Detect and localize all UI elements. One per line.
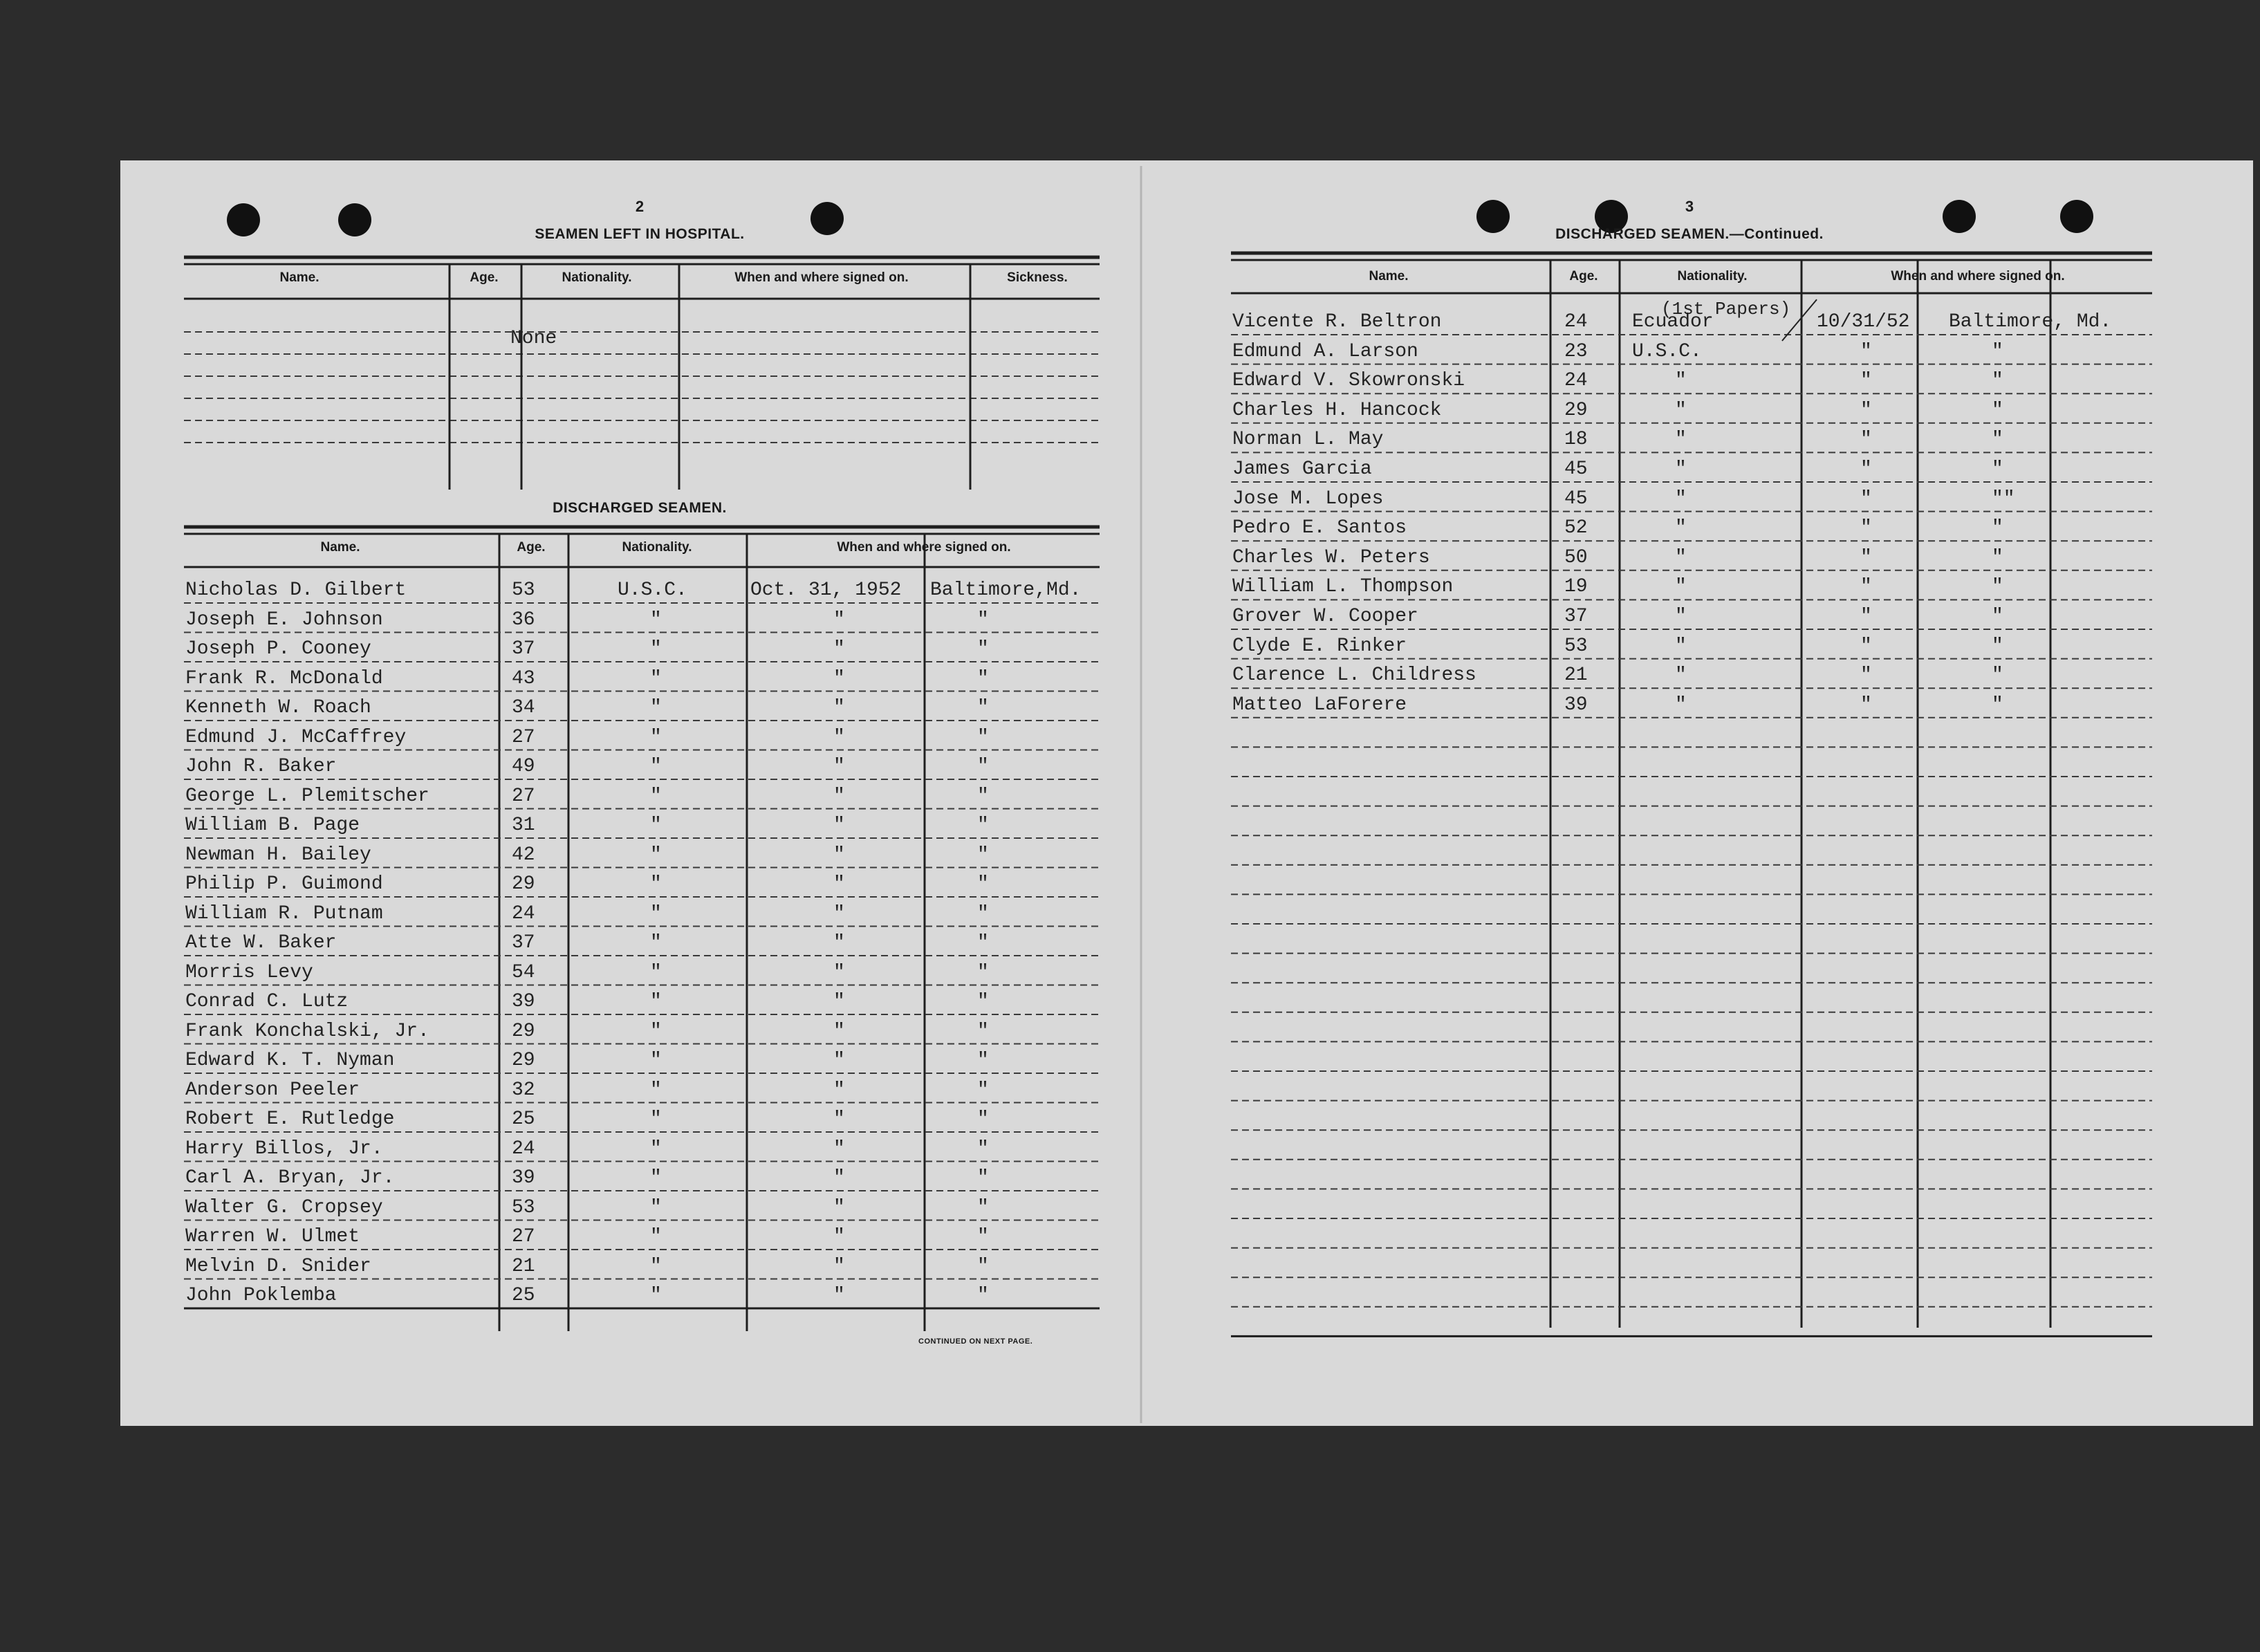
seaman-name: George L. Plemitscher xyxy=(185,785,429,807)
signed-on-place: " xyxy=(977,1138,989,1160)
column-header-nationality: Nationality. xyxy=(1677,269,1748,284)
seaman-age: 19 xyxy=(1564,576,1588,598)
seaman-age: 36 xyxy=(512,609,535,631)
signed-on-date: " xyxy=(1860,399,1872,421)
seaman-name: Jose M. Lopes xyxy=(1232,488,1384,510)
page-number: 2 xyxy=(635,198,645,215)
seaman-name: Clyde E. Rinker xyxy=(1232,635,1407,657)
signed-on-place: "" xyxy=(1992,488,2015,510)
signed-on-date: " xyxy=(1860,546,1872,568)
signed-on-place: " xyxy=(1992,399,2003,421)
seaman-nationality: " xyxy=(650,932,662,954)
signed-on-place: " xyxy=(1992,635,2003,657)
punch-hole xyxy=(1476,200,1510,233)
signed-on-date: " xyxy=(833,815,845,836)
signed-on-place: " xyxy=(1992,606,2003,627)
hospital-entry-none: None xyxy=(510,328,557,349)
punch-hole xyxy=(2060,200,2093,233)
signed-on-date: " xyxy=(833,1138,845,1160)
signed-on-date: " xyxy=(833,667,845,689)
signed-on-date: " xyxy=(1860,576,1872,598)
seaman-nationality: " xyxy=(650,1020,662,1042)
signed-on-place: " xyxy=(977,1167,989,1189)
seaman-nationality: " xyxy=(1675,517,1687,539)
seaman-age: 54 xyxy=(512,961,535,983)
seaman-nationality: " xyxy=(1675,429,1687,451)
seaman-name: Edmund J. McCaffrey xyxy=(185,726,407,748)
seaman-name: Joseph E. Johnson xyxy=(185,609,383,631)
column-header-name: Name. xyxy=(320,540,360,555)
signed-on-place: " xyxy=(977,756,989,777)
column-header-name: Name. xyxy=(279,270,319,285)
seaman-age: 29 xyxy=(512,1020,535,1042)
seaman-nationality: " xyxy=(650,873,662,895)
seaman-nationality: " xyxy=(650,961,662,983)
seaman-nationality: " xyxy=(650,667,662,689)
column-header-when-where: When and where signed on. xyxy=(837,540,1011,555)
signed-on-place: " xyxy=(977,902,989,925)
seaman-nationality: " xyxy=(1675,546,1687,568)
punch-hole xyxy=(338,203,371,236)
signed-on-date: " xyxy=(833,991,845,1012)
seaman-name: Philip P. Guimond xyxy=(185,873,383,895)
signed-on-date: " xyxy=(833,1079,845,1101)
seaman-age: 21 xyxy=(512,1255,535,1277)
seaman-age: 24 xyxy=(512,1138,535,1160)
seaman-age: 45 xyxy=(1564,488,1588,510)
signed-on-date: " xyxy=(833,1020,845,1042)
seaman-age: 29 xyxy=(512,1050,535,1071)
seaman-nationality: " xyxy=(650,726,662,748)
seaman-nationality: " xyxy=(650,785,662,807)
seaman-age: 52 xyxy=(1564,517,1588,539)
seaman-name: Carl A. Bryan, Jr. xyxy=(185,1167,395,1189)
seaman-age: 25 xyxy=(512,1285,535,1306)
signed-on-place: " xyxy=(977,815,989,836)
seaman-nationality: " xyxy=(650,1108,662,1130)
signed-on-place: " xyxy=(1992,665,2003,687)
seaman-age: 37 xyxy=(512,932,535,954)
signed-on-date: " xyxy=(833,697,845,718)
seaman-nationality: U.S.C. xyxy=(618,579,687,601)
seaman-age: 27 xyxy=(512,1226,535,1247)
signed-on-place: " xyxy=(977,932,989,954)
seaman-name: Grover W. Cooper xyxy=(1232,606,1418,627)
seaman-name: Edward V. Skowronski xyxy=(1232,370,1465,392)
signed-on-place: " xyxy=(977,1226,989,1247)
column-header-nationality: Nationality. xyxy=(562,270,632,285)
signed-on-date: " xyxy=(833,1108,845,1130)
signed-on-place: " xyxy=(1992,517,2003,539)
seaman-age: 32 xyxy=(512,1079,535,1101)
seaman-age: 50 xyxy=(1564,546,1588,568)
signed-on-date: " xyxy=(1860,665,1872,687)
seaman-age: 43 xyxy=(512,667,535,689)
signed-on-place: " xyxy=(977,1196,989,1218)
seaman-age: 53 xyxy=(1564,635,1588,657)
seaman-name: Clarence L. Childress xyxy=(1232,665,1476,687)
signed-on-date: " xyxy=(833,1226,845,1247)
signed-on-place: " xyxy=(1992,458,2003,480)
signed-on-date: " xyxy=(1860,517,1872,539)
seaman-nationality: " xyxy=(1675,488,1687,510)
seaman-age: 24 xyxy=(1564,311,1588,333)
seaman-age: 25 xyxy=(512,1108,535,1130)
seaman-nationality: Ecuador xyxy=(1632,311,1714,333)
signed-on-place: " xyxy=(977,609,989,631)
column-header-when-where: When and where signed on. xyxy=(1891,269,2065,284)
seaman-nationality: " xyxy=(650,1196,662,1218)
seaman-age: 31 xyxy=(512,815,535,836)
signed-on-place: " xyxy=(977,697,989,718)
seaman-name: Frank Konchalski, Jr. xyxy=(185,1020,429,1042)
signed-on-date: " xyxy=(833,902,845,925)
signed-on-place: " xyxy=(977,1050,989,1071)
seaman-age: 42 xyxy=(512,844,535,866)
signed-on-date: " xyxy=(833,844,845,866)
seaman-nationality: " xyxy=(1675,635,1687,657)
seaman-name: Charles W. Peters xyxy=(1232,546,1430,568)
seaman-age: 27 xyxy=(512,785,535,807)
seaman-nationality: " xyxy=(1675,458,1687,480)
signed-on-place: Baltimore, Md. xyxy=(1949,311,2112,333)
signed-on-date: " xyxy=(833,1050,845,1071)
signed-on-date: 10/31/52 xyxy=(1817,311,1910,333)
signed-on-date: " xyxy=(1860,606,1872,627)
signed-on-date: " xyxy=(833,1255,845,1277)
signed-on-place: " xyxy=(977,1020,989,1042)
seaman-age: 24 xyxy=(512,902,535,925)
seaman-nationality: " xyxy=(650,638,662,660)
seaman-nationality: " xyxy=(650,1167,662,1189)
seaman-age: 45 xyxy=(1564,458,1588,480)
signed-on-date: " xyxy=(1860,458,1872,480)
signed-on-place: " xyxy=(977,991,989,1012)
seaman-name: Charles H. Hancock xyxy=(1232,399,1442,421)
signed-on-place: " xyxy=(977,873,989,895)
seaman-name: Morris Levy xyxy=(185,961,313,983)
signed-on-date: " xyxy=(1860,635,1872,657)
column-header-nationality: Nationality. xyxy=(622,540,692,555)
seaman-name: Robert E. Rutledge xyxy=(185,1108,395,1130)
seaman-nationality: " xyxy=(650,844,662,866)
seaman-nationality: " xyxy=(1675,665,1687,687)
signed-on-date: " xyxy=(833,1196,845,1218)
signed-on-place: " xyxy=(977,961,989,983)
seaman-nationality: " xyxy=(650,1079,662,1101)
signed-on-date: " xyxy=(1860,340,1872,362)
seaman-name: William R. Putnam xyxy=(185,902,383,925)
seaman-nationality: " xyxy=(650,815,662,836)
signed-on-place: " xyxy=(977,785,989,807)
seaman-name: Atte W. Baker xyxy=(185,932,337,954)
signed-on-place: " xyxy=(977,1108,989,1130)
signed-on-place: " xyxy=(1992,546,2003,568)
signed-on-date: " xyxy=(1860,429,1872,451)
signed-on-place: " xyxy=(1992,694,2003,716)
signed-on-date: " xyxy=(833,932,845,954)
seaman-name: Walter G. Cropsey xyxy=(185,1196,383,1218)
seaman-nationality: " xyxy=(650,756,662,777)
signed-on-date: Oct. 31, 1952 xyxy=(750,579,902,601)
signed-on-date: " xyxy=(833,756,845,777)
signed-on-place: " xyxy=(977,1255,989,1277)
signed-on-date: " xyxy=(833,638,845,660)
seaman-age: 49 xyxy=(512,756,535,777)
seaman-name: Frank R. McDonald xyxy=(185,667,383,689)
seaman-age: 23 xyxy=(1564,340,1588,362)
seaman-nationality: " xyxy=(650,991,662,1012)
seaman-name: Melvin D. Snider xyxy=(185,1255,371,1277)
seaman-name: Kenneth W. Roach xyxy=(185,697,371,718)
seaman-name: Matteo LaForere xyxy=(1232,694,1407,716)
seaman-age: 39 xyxy=(512,1167,535,1189)
column-header-sickness: Sickness. xyxy=(1007,270,1068,285)
seaman-nationality: " xyxy=(1675,576,1687,598)
signed-on-date: " xyxy=(1860,488,1872,510)
punch-hole xyxy=(811,202,844,235)
column-header-name: Name. xyxy=(1369,269,1409,284)
seaman-nationality: " xyxy=(1675,606,1687,627)
seaman-name: Conrad C. Lutz xyxy=(185,991,349,1012)
seaman-nationality: " xyxy=(650,609,662,631)
seaman-nationality: " xyxy=(650,1226,662,1247)
signed-on-date: " xyxy=(833,1285,845,1306)
seaman-name: James Garcia xyxy=(1232,458,1372,480)
seaman-age: 37 xyxy=(512,638,535,660)
first-papers-annotation: (1st Papers) xyxy=(1661,299,1791,319)
seaman-age: 18 xyxy=(1564,429,1588,451)
punch-hole xyxy=(227,203,260,236)
seaman-name: Pedro E. Santos xyxy=(1232,517,1407,539)
seaman-age: 39 xyxy=(512,991,535,1012)
column-header-age: Age. xyxy=(1569,269,1598,284)
signed-on-place: " xyxy=(977,1079,989,1101)
punch-hole xyxy=(1943,200,1976,233)
seaman-name: John R. Baker xyxy=(185,756,337,777)
seaman-age: 53 xyxy=(512,579,535,601)
section-title-discharged: DISCHARGED SEAMEN. xyxy=(553,500,727,516)
seaman-name: Joseph P. Cooney xyxy=(185,638,371,660)
signed-on-date: " xyxy=(833,726,845,748)
seaman-age: 39 xyxy=(1564,694,1588,716)
signed-on-date: " xyxy=(1860,694,1872,716)
seaman-name: Edmund A. Larson xyxy=(1232,340,1418,362)
seaman-name: Warren W. Ulmet xyxy=(185,1226,360,1247)
signed-on-place: " xyxy=(977,638,989,660)
seaman-age: 34 xyxy=(512,697,535,718)
signed-on-date: " xyxy=(833,961,845,983)
seaman-name: Nicholas D. Gilbert xyxy=(185,579,407,601)
seaman-name: Edward K. T. Nyman xyxy=(185,1050,395,1071)
seaman-age: 27 xyxy=(512,726,535,748)
seaman-name: Anderson Peeler xyxy=(185,1079,360,1101)
seaman-nationality: " xyxy=(1675,370,1687,392)
seaman-age: 29 xyxy=(512,873,535,895)
signed-on-place: " xyxy=(977,1285,989,1306)
signed-on-date: " xyxy=(1860,370,1872,392)
seaman-name: Vicente R. Beltron xyxy=(1232,311,1442,333)
seaman-name: William B. Page xyxy=(185,815,360,836)
seaman-name: William L. Thompson xyxy=(1232,576,1454,598)
signed-on-date: " xyxy=(833,873,845,895)
column-header-when-where: When and where signed on. xyxy=(734,270,909,285)
signed-on-place: " xyxy=(1992,429,2003,451)
signed-on-place: Baltimore,Md. xyxy=(930,579,1082,601)
seaman-age: 53 xyxy=(512,1196,535,1218)
section-title-discharged-continued: DISCHARGED SEAMEN.—Continued. xyxy=(1555,226,1824,242)
seaman-nationality: " xyxy=(650,697,662,718)
column-header-age: Age. xyxy=(470,270,499,285)
seaman-nationality: " xyxy=(650,1050,662,1071)
section-title-hospital: SEAMEN LEFT IN HOSPITAL. xyxy=(535,226,745,242)
seaman-age: 24 xyxy=(1564,370,1588,392)
signed-on-place: " xyxy=(1992,340,2003,362)
seaman-nationality: " xyxy=(1675,399,1687,421)
signed-on-place: " xyxy=(1992,370,2003,392)
seaman-name: Newman H. Bailey xyxy=(185,844,371,866)
seaman-age: 37 xyxy=(1564,606,1588,627)
signed-on-place: " xyxy=(977,726,989,748)
seaman-nationality: " xyxy=(650,1285,662,1306)
seaman-name: John Poklemba xyxy=(185,1285,337,1306)
signed-on-date: " xyxy=(833,609,845,631)
continued-note: CONTINUED ON NEXT PAGE. xyxy=(918,1337,1033,1346)
signed-on-date: " xyxy=(833,1167,845,1189)
seaman-nationality: " xyxy=(650,1138,662,1160)
seaman-nationality: " xyxy=(1675,694,1687,716)
seaman-nationality: " xyxy=(650,1255,662,1277)
seaman-name: Harry Billos, Jr. xyxy=(185,1138,383,1160)
signed-on-place: " xyxy=(977,844,989,866)
seaman-nationality: " xyxy=(650,902,662,925)
seaman-name: Norman L. May xyxy=(1232,429,1384,451)
seaman-age: 21 xyxy=(1564,665,1588,687)
page-number: 3 xyxy=(1685,198,1694,215)
signed-on-date: " xyxy=(833,785,845,807)
signed-on-place: " xyxy=(977,667,989,689)
column-header-age: Age. xyxy=(517,540,546,555)
signed-on-place: " xyxy=(1992,576,2003,598)
seaman-age: 29 xyxy=(1564,399,1588,421)
seaman-nationality: U.S.C. xyxy=(1632,340,1702,362)
